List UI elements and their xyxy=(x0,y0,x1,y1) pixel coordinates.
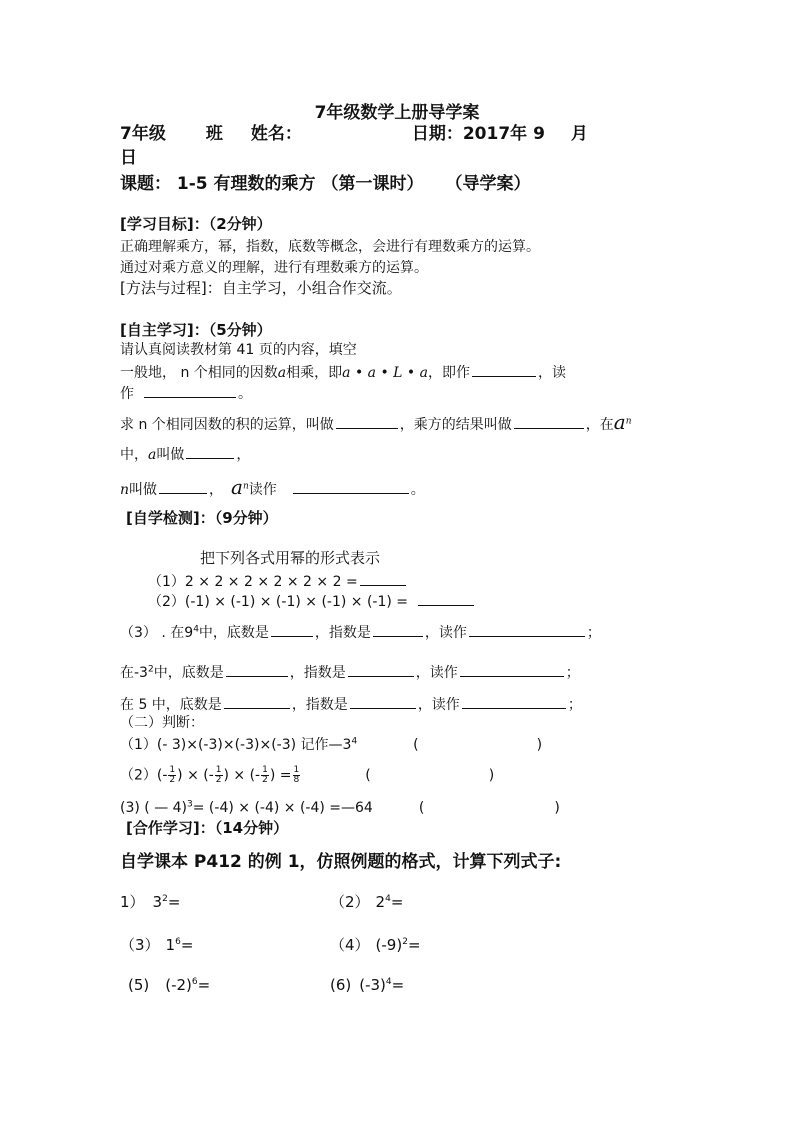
fill-blank[interactable] xyxy=(271,622,313,637)
item-label: (6) xyxy=(330,976,352,994)
text-fragment: ，读作 xyxy=(424,625,467,641)
numerator: 1 xyxy=(215,765,222,775)
text-fragment: 中，底数是 xyxy=(198,625,269,641)
var-n: n xyxy=(120,482,130,498)
denominator: 8 xyxy=(293,775,300,785)
fill-blank[interactable] xyxy=(469,622,585,637)
lesson-tag: （导学案） xyxy=(445,174,531,194)
day-label: 日 xyxy=(120,148,137,168)
text-fragment: ，读作 xyxy=(417,697,460,713)
check-q4 xyxy=(120,662,580,682)
answer-paren-close: ) xyxy=(488,767,495,784)
answer-paren-open: ( xyxy=(365,767,371,784)
fraction xyxy=(215,766,223,785)
self-study-heading: [自主学习]：（5分钟） xyxy=(120,321,272,339)
text-fragment: 中， xyxy=(120,447,148,463)
item-label: （4） xyxy=(330,936,370,954)
base: 2 xyxy=(375,893,386,911)
fraction xyxy=(293,766,301,785)
text-fragment: 中，底数是 xyxy=(153,665,224,681)
text-fragment: 一般地， n 个相同的因数 xyxy=(120,365,278,381)
fill-blank[interactable] xyxy=(350,694,416,709)
text-fragment: （2）(-1) × (-1) × (-1) × (-1) × (-1) = xyxy=(148,594,409,610)
text-fragment: 读作 xyxy=(248,482,277,498)
judge-heading: （二）判断： xyxy=(120,715,204,731)
equals: = xyxy=(391,976,405,994)
text-fragment: (3) ( — 4) xyxy=(120,800,188,816)
base: -3 xyxy=(134,665,148,681)
text-fragment: ， xyxy=(209,482,224,498)
base: (-9) xyxy=(375,936,403,954)
self-check-intro: 把下列各式用幂的形式表示 xyxy=(200,549,381,567)
check-q2 xyxy=(148,591,476,611)
method-line: [方法与过程]：自主学习，小组合作交流。 xyxy=(120,279,402,297)
self-check-heading: [自学检测]：（9分钟） xyxy=(126,509,278,527)
exponent: 2 xyxy=(147,664,154,675)
text-fragment: ，指数是 xyxy=(289,665,346,681)
check-q1 xyxy=(148,571,408,591)
text-fragment: ，在 xyxy=(585,417,614,433)
coop-heading: [合作学习]：（14分钟） xyxy=(126,819,289,837)
self-study-line-3 xyxy=(120,383,252,403)
name-label: 姓名： xyxy=(250,124,302,144)
grade: 7年级 xyxy=(120,124,166,144)
text-fragment: （1）(- 3)×(-3)×(-3)×(-3) 记作—3 xyxy=(120,737,352,753)
item-label: （2） xyxy=(330,893,370,911)
text-fragment: 相乘，即 xyxy=(286,365,343,381)
self-study-line-2 xyxy=(120,362,566,382)
text-fragment: ，即作 xyxy=(427,365,470,381)
text-fragment: 叫做 xyxy=(156,447,185,463)
equals: = xyxy=(167,893,181,911)
text-fragment: ，指数是 xyxy=(291,697,348,713)
fill-blank[interactable] xyxy=(462,694,566,709)
equals: = xyxy=(390,893,404,911)
var-a: a xyxy=(231,475,243,499)
text-fragment: 求 n 个相同因数的积的运算，叫做 xyxy=(120,417,334,433)
coop-instruction: 自学课本 P412 的例 1，仿照例题的格式，计算下列式子: xyxy=(120,852,562,872)
calc-item-2[interactable] xyxy=(330,892,403,912)
text-fragment: ) = xyxy=(269,767,292,784)
answer-paren-open: ( xyxy=(418,800,425,816)
fill-blank[interactable] xyxy=(293,479,409,494)
judge-3 xyxy=(120,799,560,817)
goal-line-1: 正确理解乘方，幂，指数，底数等概念，会进行有理数乘方的运算。 xyxy=(120,239,540,255)
product-expression: a • a • L • a xyxy=(342,365,428,381)
class-label: 班 xyxy=(205,124,223,144)
exponent: 3 xyxy=(187,799,193,810)
var-a: a xyxy=(148,447,157,463)
fill-blank[interactable] xyxy=(460,662,564,677)
text-fragment: 。 xyxy=(410,482,425,498)
lesson-title: 课题： 1-5 有理数的乘方 （第一课时） xyxy=(120,174,424,194)
calc-item-3[interactable] xyxy=(120,935,193,955)
judge-2 xyxy=(120,766,494,785)
item-label: (5) xyxy=(128,976,150,994)
text-fragment: 在 5 中，底数是 xyxy=(120,697,222,713)
fill-blank[interactable] xyxy=(226,662,288,677)
exponent-n: n xyxy=(242,481,249,492)
calc-item-6[interactable] xyxy=(330,975,404,995)
numerator: 1 xyxy=(293,765,300,775)
base: (-2) xyxy=(165,976,192,994)
text-fragment: （2）(- xyxy=(120,767,168,784)
exponent: 4 xyxy=(385,977,392,987)
base: 3 xyxy=(152,893,163,911)
month-label: 月 xyxy=(570,124,588,144)
fill-blank[interactable] xyxy=(373,622,423,637)
base: 9 xyxy=(184,625,194,641)
fraction xyxy=(261,766,269,785)
fill-blank[interactable] xyxy=(418,591,474,606)
var-a: a xyxy=(277,365,287,381)
exponent: 6 xyxy=(175,937,181,947)
text-fragment: （3） . 在 xyxy=(120,625,185,641)
page-title: 7年级数学上册导学案 xyxy=(314,103,480,123)
base: 1 xyxy=(165,936,176,954)
answer-paren-close: ) xyxy=(536,737,543,753)
equals: = xyxy=(197,976,211,994)
check-q5 xyxy=(120,694,582,714)
text-fragment: ) × (- xyxy=(177,767,214,784)
self-study-line-5 xyxy=(120,444,250,464)
fill-blank[interactable] xyxy=(348,662,414,677)
lesson-line xyxy=(120,173,530,195)
fill-blank[interactable] xyxy=(144,383,236,398)
text-fragment: ， xyxy=(236,447,251,463)
base: (-3) xyxy=(359,976,386,994)
text-fragment: ； xyxy=(565,665,580,681)
denominator: 2 xyxy=(169,775,176,785)
text-fragment: 作 xyxy=(120,386,134,402)
calc-item-5[interactable] xyxy=(128,975,210,995)
numerator: 1 xyxy=(262,765,268,775)
exponent-n: n xyxy=(625,416,632,427)
item-label: 1） xyxy=(120,893,145,911)
fill-blank[interactable] xyxy=(472,362,536,377)
text-fragment: 在 xyxy=(120,665,134,681)
fill-blank[interactable] xyxy=(514,414,584,429)
text-fragment: 叫做 xyxy=(129,482,158,498)
self-study-line-6 xyxy=(120,475,425,499)
text-fragment: （1）2 × 2 × 2 × 2 × 2 × 2 = xyxy=(148,574,358,590)
fill-blank[interactable] xyxy=(360,571,406,586)
text-fragment: ) × (- xyxy=(223,767,261,784)
calc-item-1[interactable] xyxy=(120,892,180,912)
goal-line-2: 通过对乘方意义的理解，进行有理数乘方的运算。 xyxy=(120,260,428,276)
var-a: a xyxy=(613,410,626,434)
student-info-line xyxy=(120,123,588,145)
fill-blank[interactable] xyxy=(224,694,290,709)
self-study-line-4 xyxy=(120,410,632,434)
text-fragment: ，乘方的结果叫做 xyxy=(399,417,512,433)
answer-paren-close: ) xyxy=(554,800,560,816)
numerator: 1 xyxy=(169,765,176,775)
item-label: （3） xyxy=(120,936,160,954)
denominator: 2 xyxy=(262,775,268,785)
equals: = xyxy=(407,936,421,954)
text-fragment: ； xyxy=(567,697,582,713)
text-fragment: = (-4) × (-4) × (-4) =—64 xyxy=(192,800,373,816)
exponent: 2 xyxy=(402,937,408,947)
check-q3 xyxy=(120,622,601,642)
fill-blank[interactable] xyxy=(159,479,207,494)
exponent: 4 xyxy=(385,894,391,904)
denominator: 2 xyxy=(215,775,222,785)
date-label: 日期：2017年 9 xyxy=(411,124,545,144)
equals: = xyxy=(180,936,194,954)
fill-blank[interactable] xyxy=(186,444,234,459)
text-fragment: 。 xyxy=(238,386,252,402)
exponent: 4 xyxy=(193,624,199,635)
fraction xyxy=(168,766,176,785)
exponent: 4 xyxy=(351,736,358,747)
self-study-line-1: 请认真阅读教材第 41 页的内容，填空 xyxy=(120,342,357,358)
text-fragment: ，读 xyxy=(537,365,566,381)
exponent: 6 xyxy=(191,977,198,987)
answer-paren-open: ( xyxy=(413,737,419,753)
exponent: 2 xyxy=(162,894,168,904)
text-fragment: ； xyxy=(586,625,601,641)
text-fragment: ，读作 xyxy=(415,665,458,681)
calc-item-4[interactable] xyxy=(330,935,421,955)
goals-heading: [学习目标]：（2分钟） xyxy=(120,215,272,233)
judge-1 xyxy=(120,736,542,754)
text-fragment: ，指数是 xyxy=(314,625,371,641)
fill-blank[interactable] xyxy=(336,414,398,429)
